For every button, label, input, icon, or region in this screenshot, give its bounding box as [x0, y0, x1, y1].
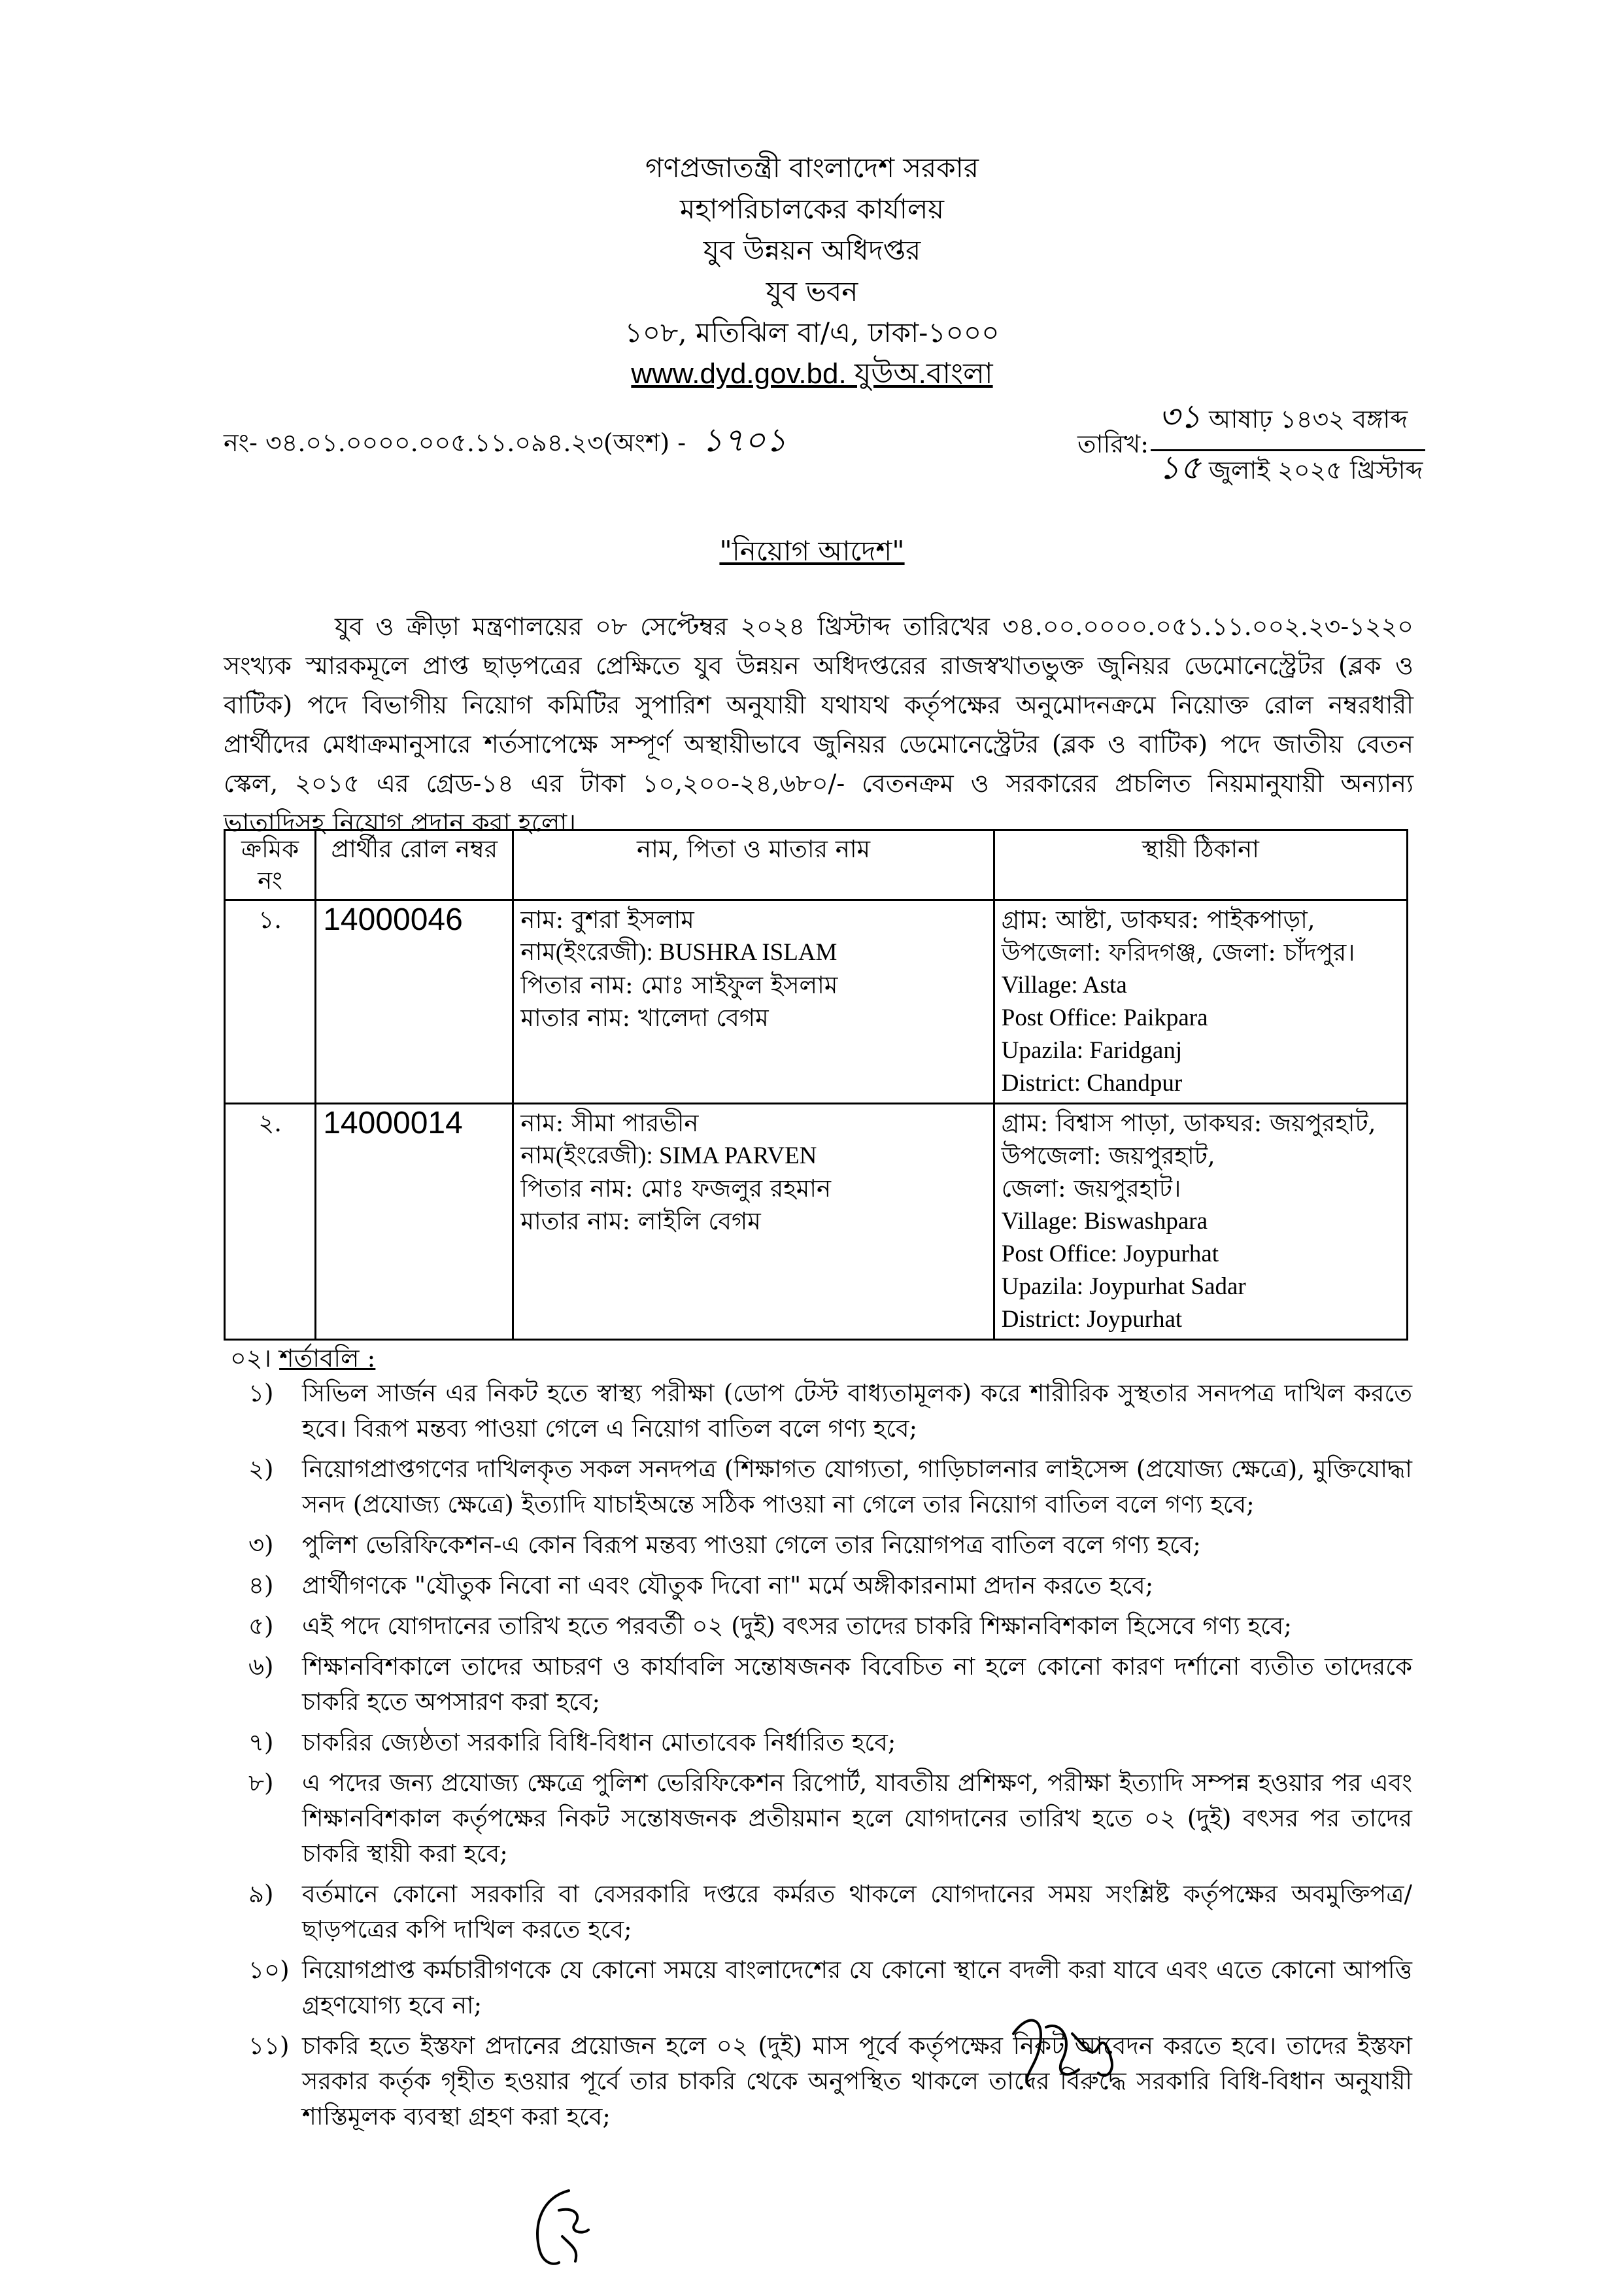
condition-number: ৮)	[248, 1769, 274, 1797]
office-name: মহাপরিচালকের কার্যালয়	[679, 193, 945, 225]
condition-item	[248, 1568, 1412, 1603]
memo-number-text: নং- ৩৪.০১.০০০০.০০৫.১১.০৯৪.২৩(অংশ) -	[224, 428, 686, 457]
gregorian-date	[1151, 443, 1425, 498]
table-header-row	[225, 830, 1408, 900]
address-district: District: Chandpur	[1001, 1070, 1183, 1097]
order-title	[0, 530, 1624, 576]
address-village: Village: Biswashpara	[1001, 1208, 1208, 1235]
date-label: তারিখ:	[1077, 430, 1149, 458]
address-bn-line3: জেলা: জয়পুরহাট।	[1001, 1174, 1181, 1203]
condition-text: এই পদে যোগদানের তারিখ হতে পরবর্তী ০২ (দুই) বৎসর তাদের চাকরি শিক্ষানবিশকাল হিসেবে গণ্য হবে;	[302, 1612, 1292, 1640]
col-serial: ক্রমিক নং	[225, 830, 316, 900]
condition-number: ৩)	[248, 1531, 274, 1559]
cell-name	[513, 1104, 994, 1340]
address-post-office: Post Office: Joypurhat	[1001, 1240, 1219, 1267]
department-name: যুব উন্নয়ন অধিদপ্তর	[703, 234, 921, 266]
address-bn-line1: গ্রাম: আষ্টা, ডাকঘর: পাইকপাড়া,	[1001, 906, 1315, 934]
table-row	[225, 1104, 1408, 1340]
condition-number: ৭)	[248, 1728, 274, 1756]
cell-roll: 14000014	[316, 1104, 513, 1340]
memo-handwritten-number: ১৭০১	[702, 421, 787, 459]
condition-text: চাকরি হতে ইস্তফা প্রদানের প্রয়োজন হলে ০২ (দুই) মাস পূর্বে কর্তৃপক্ষের নিকট আবেদন করতে হবে। তাদের ইস্তফা সরকার কর্তৃক গৃহীত হওয়ার পূর্বে তার চাকরি থেকে অনুপস্থিত থাকলে তাদের বিরুদ্ধে সরকারি বিধি-বিধান অনুযায়ী শাস্তিমূলক ব্যবস্থা গ্রহণ করা হবে;	[302, 2032, 1412, 2130]
mother-name: মাতার নাম: লাইলি বেগম	[520, 1207, 761, 1235]
bangla-date	[1151, 392, 1425, 451]
condition-text: প্রার্থীগণকে "যৌতুক নিবো না এবং যৌতুক দিবো না" মর্মে অঙ্গীকারনামা প্রদান করতে হবে;	[302, 1571, 1154, 1599]
condition-number: ১০)	[248, 1956, 290, 1984]
condition-text: চাকরির জ্যেষ্ঠতা সরকারি বিধি-বিধান মোতাবেক নির্ধারিত হবে;	[302, 1728, 896, 1756]
condition-number: ১১)	[248, 2032, 290, 2060]
col-roll: প্রার্থীর রোল নম্বর	[316, 830, 513, 900]
condition-item	[248, 1528, 1412, 1563]
cell-roll: 14000046	[316, 900, 513, 1104]
conditions-list	[248, 1376, 1412, 2140]
cell-name	[513, 900, 994, 1104]
condition-text: এ পদের জন্য প্রযোজ্য ক্ষেত্রে পুলিশ ভেরিফিকেশন রিপোর্ট, যাবতীয় প্রশিক্ষণ, পরীক্ষা ইত্যাদি সম্পন্ন হওয়ার পর এবং শিক্ষানবিশকাল কর্তৃপক্ষের নিকট সন্তোষজনক প্রতীয়মান হলে যোগদানের তারিখ হতে ০২ (দুই) বৎসর পর তাদের চাকরি স্থায়ী করা হবে;	[302, 1769, 1412, 1868]
candidate-name-bn: নাম: সীমা পারভীন	[520, 1109, 699, 1137]
gregorian-month-year: জুলাই ২০২৫ খ্রিস্টাব্দ	[1208, 456, 1423, 485]
office-header	[0, 147, 1624, 394]
condition-item	[248, 2028, 1412, 2134]
father-name: পিতার নাম: মোঃ সাইফুল ইসলাম	[520, 971, 838, 999]
condition-item	[248, 1452, 1412, 1522]
candidate-name-bn: নাম: বুশরা ইসলাম	[520, 906, 694, 934]
candidate-table	[224, 829, 1408, 1341]
signature-mark	[523, 2184, 615, 2276]
condition-item	[248, 1953, 1412, 2023]
condition-text: শিক্ষানবিশকালে তাদের আচরণ ও কার্যাবলি সন্তোষজনক বিবেচিত না হলে কোনো কারণ দর্শানো ব্যতীত তাদেরকে চাকরি হতে অপসারণ করা হবে;	[302, 1652, 1412, 1716]
office-address: ১০৮, মতিঝিল বা/এ, ঢাকা-১০০০	[624, 316, 1000, 349]
col-name: নাম, পিতা ও মাতার নাম	[513, 830, 994, 900]
bangla-day-handwritten: ৩১	[1159, 398, 1201, 436]
address-bn-line1: গ্রাম: বিশ্বাস পাড়া, ডাকঘর: জয়পুরহাট,	[1001, 1109, 1376, 1137]
address-district: District: Joypurhat	[1001, 1306, 1183, 1333]
condition-item	[248, 1766, 1412, 1872]
address-bn-line2: উপজেলা: ফরিদগঞ্জ, জেলা: চাঁদপুর।	[1001, 938, 1355, 966]
condition-number: ৫)	[248, 1612, 274, 1640]
condition-text: বর্তমানে কোনো সরকারি বা বেসরকারি দপ্তরে কর্মরত থাকলে যোগদানের সময় সংশ্লিষ্ট কর্তৃপক্ষের অবমুক্তিপত্র/ছাড়পত্রের কপি দাখিল করতে হবে;	[302, 1880, 1412, 1943]
condition-item	[248, 1609, 1412, 1644]
address-upazila: Upazila: Faridganj	[1001, 1037, 1183, 1064]
memo-number	[224, 416, 787, 470]
cell-address	[994, 900, 1407, 1104]
condition-item	[248, 1877, 1412, 1947]
conditions-heading	[230, 1339, 375, 1381]
conditions-prefix: ০২।	[230, 1344, 272, 1373]
condition-number: ৯)	[248, 1880, 274, 1908]
government-name: গণপ্রজাতন্ত্রী বাংলাদেশ সরকার	[645, 152, 979, 184]
bangla-month-year: আষাঢ় ১৪৩২ বঙ্গাব্দ	[1209, 405, 1408, 434]
address-bn-line2: উপজেলা: জয়পুরহাট,	[1001, 1142, 1215, 1170]
col-address: স্থায়ী ঠিকানা	[994, 830, 1407, 900]
table-row	[225, 900, 1408, 1104]
candidate-name-en: নাম(ইংরেজী): BUSHRA ISLAM	[520, 939, 837, 966]
address-post-office: Post Office: Paikpara	[1001, 1004, 1208, 1031]
cell-serial: ১.	[225, 900, 316, 1104]
condition-text: নিয়োগপ্রাপ্তগণের দাখিলকৃত সকল সনদপত্র (শিক্ষাগত যোগ্যতা, গাড়িচালনার লাইসেন্স (প্রযোজ্য ক্ষেত্রে), মুক্তিযোদ্ধা সনদ (প্রযোজ্য ক্ষেত্রে) ইত্যাদি যাচাইঅন্তে সঠিক পাওয়া না গেলে তার নিয়োগ বাতিল বলে গণ্য হবে;	[302, 1455, 1412, 1518]
condition-item	[248, 1376, 1412, 1446]
condition-item	[248, 1725, 1412, 1760]
address-village: Village: Asta	[1001, 972, 1127, 999]
father-name: পিতার নাম: মোঃ ফজলুর রহমান	[520, 1174, 832, 1203]
condition-text: সিভিল সার্জন এর নিকট হতে স্বাস্থ্য পরীক্ষা (ডোপ টেস্ট বাধ্যতামূলক) করে শারীরিক সুস্থতার সনদপত্র দাখিল করতে হবে। বিরূপ মন্তব্য পাওয়া গেলে এ নিয়োগ বাতিল বলে গণ্য হবে;	[302, 1379, 1412, 1443]
candidate-name-en: নাম(ইংরেজী): SIMA PARVEN	[520, 1142, 817, 1169]
order-title-text: "নিয়োগ আদেশ"	[719, 535, 905, 567]
gregorian-day-handwritten: ১৫	[1159, 449, 1201, 487]
cell-address	[994, 1104, 1407, 1340]
conditions-title: শর্তাবলি :	[279, 1344, 376, 1373]
condition-number: ১)	[248, 1379, 274, 1407]
mother-name: মাতার নাম: খালেদা বেগম	[520, 1004, 769, 1032]
website-url: www.dyd.gov.bd. যুউঅ.বাংলা	[631, 358, 993, 390]
address-upazila: Upazila: Joypurhat Sadar	[1001, 1273, 1246, 1300]
condition-item	[248, 1649, 1412, 1720]
signature-initials	[1000, 2008, 1125, 2099]
condition-text: পুলিশ ভেরিফিকেশন-এ কোন বিরূপ মন্তব্য পাওয়া গেলে তার নিয়োগপত্র বাতিল বলে গণ্য হবে;	[302, 1531, 1201, 1559]
condition-text: নিয়োগপ্রাপ্ত কর্মচারীগণকে যে কোনো সময়ে বাংলাদেশের যে কোনো স্থানে বদলী করা যাবে এবং এতে কোনো আপত্তি গ্রহণযোগ্য হবে না;	[302, 1956, 1412, 2019]
building-name: যুব ভবন	[766, 275, 858, 307]
condition-number: ৪)	[248, 1571, 274, 1599]
condition-number: ৬)	[248, 1652, 274, 1681]
condition-number: ২)	[248, 1455, 274, 1483]
order-paragraph: যুব ও ক্রীড়া মন্ত্রণালয়ের ০৮ সেপ্টেম্বর ২০২৪ খ্রিস্টাব্দ তারিখের ৩৪.০০.০০০০.০৫১.১১.০০২.২৩-১২২০ সংখ্যক স্মারকমূলে প্রাপ্ত ছাড়পত্রের প্রেক্ষিতে যুব উন্নয়ন অধিদপ্তরের রাজস্বখাতভুক্ত জুনিয়র ডেমোনেস্ট্রেটর (ব্লক ও বাটিক) পদে বিভাগীয় নিয়োগ কমিটির সুপারিশ অনুযায়ী যথাযথ কর্তৃপক্ষের অনুমোদনক্রমে নিয়োক্ত রোল নম্বরধারী প্রার্থীদের মেধাক্রমানুসারে শর্তসাপেক্ষে সম্পূর্ণ অস্থায়ীভাবে জুনিয়র ডেমোনেস্ট্রেটর (ব্লক ও বাটিক) পদে জাতীয় বেতন স্কেল, ২০১৫ এর গ্রেড-১৪ এর টাকা ১০,২০০-২৪,৬৮০/- বেতনক্রম ও সরকারের প্রচলিত নিয়মানুযায়ী অন্যান্য ভাতাদিসহ নিয়োগ প্রদান করা হলো।	[224, 612, 1413, 837]
cell-serial: ২.	[225, 1104, 316, 1340]
